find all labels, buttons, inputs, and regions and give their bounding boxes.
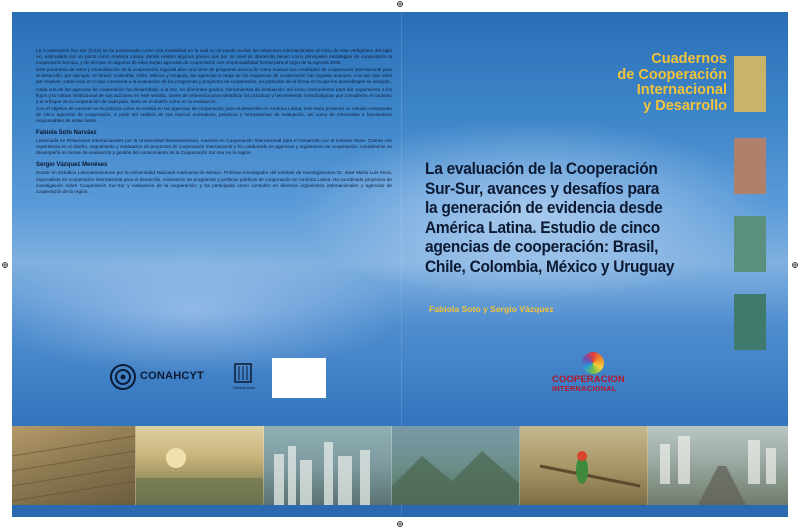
photo-field-icon xyxy=(12,426,136,505)
author2-name: Sergio Vázquez Menéses xyxy=(36,162,108,169)
title-line-5: agencias de cooperación: Brasil, xyxy=(425,238,659,256)
field-rows-icon xyxy=(12,426,136,505)
registration-mark-top-icon xyxy=(397,1,403,7)
color-swatch-3 xyxy=(734,216,766,272)
photo-city-icon xyxy=(264,426,392,505)
back-paragraph-2: Este panorama de retos y consolidación de la cooperación regional abre una serie de preguntas acerca de cómo evaluar sus resultados de cooperación internacional para el desarrollo, por ejemplo, en Brasil, Colombia, Chile, México y Uruguay, las agencias a cargo de los esquemas de cooperación han logrado avances, a la vez que retos por resolver, sobre todo en lo que concierne a la evaluación de los programas y proyectos de cooperación, en particular de la forma en la que los aprendizajes se integran. xyxy=(36,67,392,85)
author1-bio: Licenciada en Relaciones Internacionales por la Universidad Iberoamericana, maestra en Cooperación Internacional para el Desarrollo por el Instituto Mora. Cuenta con experiencia en el diseño, seguimiento y evaluación de proyectos de cooperación internacional y ha colaborado en agencias y organismos de cooperación. Actualmente se desempeña en temas de evaluación y gestión del conocimiento de la Cooperación Sur-Sur en la región. xyxy=(36,138,392,156)
barcode-area xyxy=(272,358,326,398)
book-cover xyxy=(12,12,788,517)
series-line-1: Cuadernos xyxy=(651,51,727,67)
back-paragraph-1: La Cooperación Sur-Sur (CSS) se ha posicionado como una modalidad en la cual no se puede excluir las relaciones internacionales al inicio de este vertiginoso del siglo xxi, estimulado por un pacto como América Latina, donde existen algunos países que por su nivel de desarrollo tienen como principales estrategias de cooperación la cooperación técnica, y de ahí que en algunos de ellos surjan agencias de cooperación con responsabilidad formal para el logro de la Agenda 2030. xyxy=(36,48,392,66)
back-paragraph-3: Cada una de las agencias de cooperación ha desarrollado a la vez, en diferentes grados, herramientas de evaluación, así como instrumentos para dar seguimiento a los flujos y la cultura institucional de sus acciones en este sentido, sirven de referencia para identificar las prácticas y herramientas metodológicas que consideren el contexto y el enfoque de la cooperación de cada país, tanto en el diseño como en la evaluación. xyxy=(36,86,392,104)
globe-icon xyxy=(582,352,604,374)
book-authors: Fabiola Soto y Sergio Vázquez xyxy=(429,304,554,314)
series-line-3: Internacional xyxy=(636,82,727,98)
author1-name: Fabiola Soto Narváez xyxy=(36,130,97,137)
series-line-4: y Desarrollo xyxy=(643,97,727,114)
photo-avenue-icon xyxy=(648,426,788,505)
parrot-icon xyxy=(520,426,648,505)
back-cover-text xyxy=(36,48,392,196)
instituto-mora-label: Instituto Mora xyxy=(233,386,255,390)
title-line-2: Sur-Sur, avances y desafíos para xyxy=(425,179,660,198)
registration-mark-right-icon xyxy=(792,262,798,268)
conahcyt-logo-icon xyxy=(110,364,136,390)
color-swatch-4 xyxy=(734,294,766,350)
back-paragraph-4: Con el objetivo de conocer en la práctica cómo se evalúa en las agencias de cooperación para el desarrollo en América Latina, este texto presenta un estudio comparado de cinco agencias de cooperación, a partir del análisis de sus marcos normativos, prácticas y herramientas de evaluación, así como de entrevistas a funcionarios responsables de estas áreas. xyxy=(36,105,392,124)
title-line-3: la generación de evidencia desde xyxy=(425,199,663,217)
sun-icon xyxy=(136,426,264,505)
mountain-icon xyxy=(392,426,520,505)
color-swatch-1 xyxy=(734,56,766,112)
author2-bio: Doctor en Estudios Latinoamericanos por la Universidad Nacional Autónoma de México. Profesor-investigador del Instituto de Investigaciones Dr. José María Luis Mora, especialista en cooperación internacional para el desarrollo, evaluación de programas y políticas públicas de cooperación en América Latina. Ha coordinado proyectos de investigación sobre Cooperación Sur-Sur y evaluación de la cooperación, y ha participado como consultor en diversos organismos internacionales y agencias de cooperación de la región. xyxy=(36,170,392,194)
series-line-2: de Cooperación xyxy=(617,66,727,83)
photo-landscape-icon xyxy=(392,426,520,505)
title-line-1: La evaluación de la Cooperación xyxy=(425,160,658,178)
publisher-logos xyxy=(110,358,350,402)
photo-strip xyxy=(12,426,788,505)
title-line-4: América Latina. Estudio de cinco xyxy=(425,218,660,237)
logo-line-2: INTERNACIONAL xyxy=(552,384,617,393)
logo-line-1: COOPERACION xyxy=(552,374,625,385)
title-line-6: Chile, Colombia, México y Uruguay xyxy=(425,257,675,276)
book-title xyxy=(425,160,725,277)
photo-parrot-icon xyxy=(520,426,648,505)
cooperacion-internacional-logo xyxy=(552,352,672,400)
registration-mark-bottom-icon xyxy=(397,521,403,527)
photo-sunset-icon xyxy=(136,426,264,505)
conahcyt-label: CONAHCYT xyxy=(140,370,204,382)
registration-mark-left-icon xyxy=(2,262,8,268)
buildings-icon xyxy=(264,426,392,505)
avenue-icon xyxy=(648,426,788,505)
instituto-mora-logo-icon xyxy=(230,360,256,396)
color-swatch-2 xyxy=(734,138,766,194)
series-title xyxy=(572,52,727,114)
